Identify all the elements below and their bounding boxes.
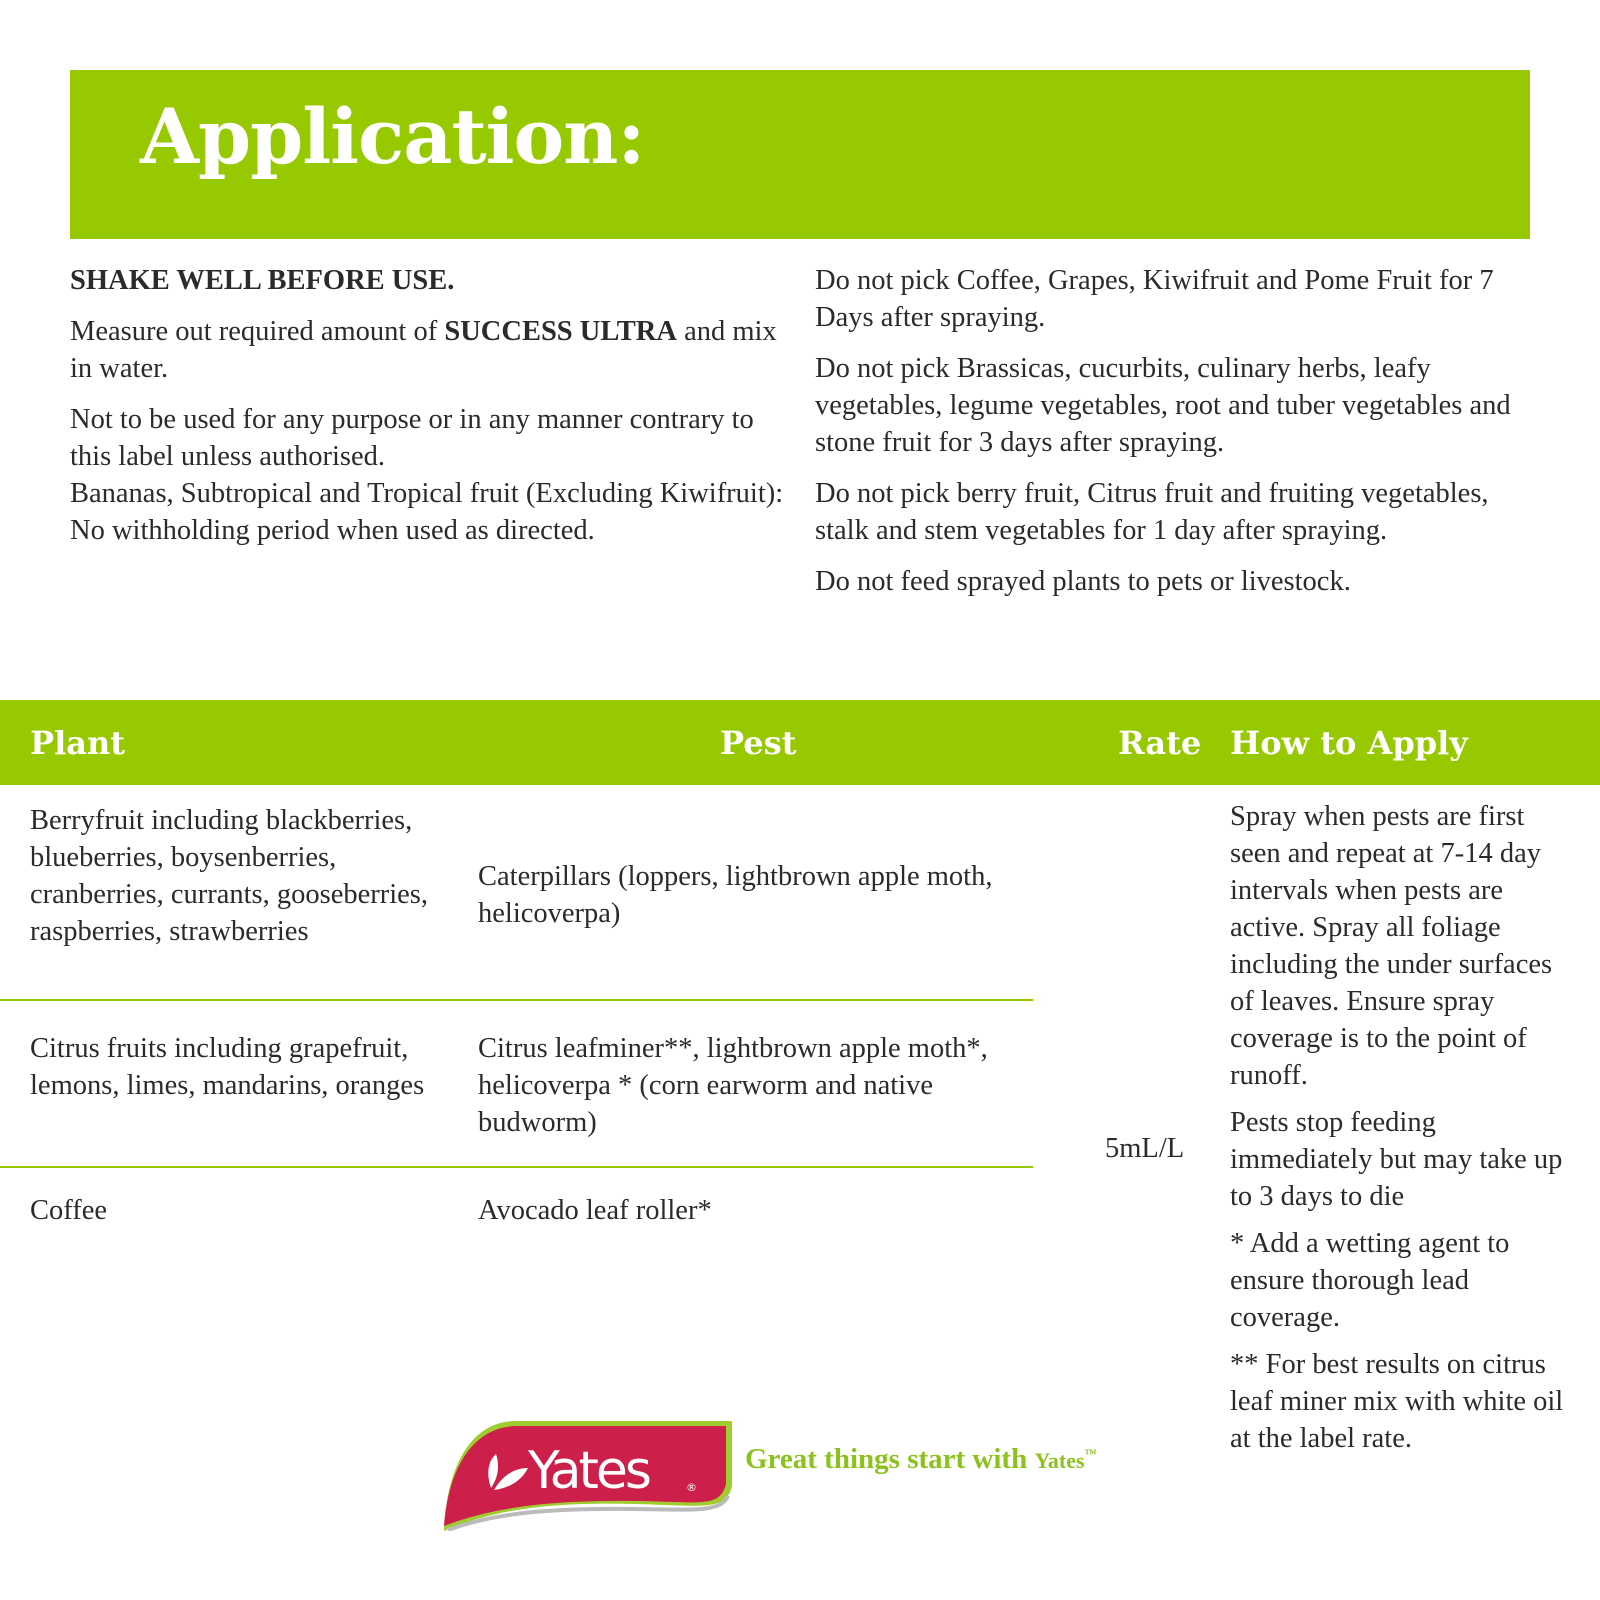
- header-rate: Rate: [1118, 724, 1202, 762]
- how-step: Spray when pests are first seen and repeat at 7-14 day intervals when pests are active. Spray all foliage including the under surfaces of leaves. Ensure spray coverage is to the point of runoff.: [1230, 801, 1553, 1091]
- bananas-note: Bananas, Subtropical and Tropical fruit (Excluding Kiwifruit): No withholding period when used as directed.: [70, 478, 784, 546]
- how-step: Pests stop feeding immediately but may take up to 3 days to die: [1230, 1107, 1563, 1212]
- row-2-plant: Citrus fruits including grapefruit, lemons, limes, mandarins, oranges: [30, 1033, 425, 1101]
- row-1-plant: Berryfruit including blackberries, blueberries, boysenberries, cranberries, currants, gooseberries, raspberries, strawberries: [30, 805, 429, 947]
- withholding-item: Do not feed sprayed plants to pets or livestock.: [815, 566, 1351, 597]
- page-title: Application:: [140, 92, 645, 181]
- tagline: Great things start with Yates™: [745, 1443, 1097, 1475]
- header-pest: Pest: [720, 724, 797, 762]
- table-header: [0, 700, 1600, 785]
- measure-instruction: Measure out required amount of SUCCESS ULTRA and mix in water.: [70, 316, 777, 384]
- yates-logo: [436, 1416, 732, 1531]
- row-3-pest: Avocado leaf roller*: [478, 1195, 712, 1226]
- withholding-item: Do not pick Coffee, Grapes, Kiwifruit and Pome Fruit for 7 Days after spraying.: [815, 265, 1494, 333]
- shake-warning: SHAKE WELL BEFORE USE.: [70, 265, 455, 296]
- withholding-periods: [815, 262, 1535, 614]
- svg-text:®: ®: [686, 1481, 697, 1494]
- withholding-item: Do not pick Brassicas, cucurbits, culinary herbs, leafy vegetables, legume vegetables, root and tuber vegetables and stone fruit for 3 days after spraying.: [815, 353, 1511, 458]
- how-step: ** For best results on citrus leaf miner mix with white oil at the label rate.: [1230, 1349, 1564, 1454]
- row-divider: [0, 1166, 1033, 1168]
- header-plant: Plant: [30, 724, 125, 762]
- rate-value: 5mL/L: [1105, 1133, 1185, 1164]
- svg-text:Yates: Yates: [528, 1441, 649, 1501]
- withholding-item: Do not pick berry fruit, Citrus fruit and fruiting vegetables, stalk and stem vegetables for 1 day after spraying.: [815, 478, 1489, 546]
- row-2-pest: Citrus leafminer**, lightbrown apple moth*, helicoverpa * (corn earworm and native budworm): [478, 1033, 988, 1138]
- left-instructions: [70, 262, 790, 563]
- row-1-pest: Caterpillars (loppers, lightbrown apple moth, helicoverpa): [478, 861, 993, 929]
- product-name: SUCCESS ULTRA: [444, 316, 677, 347]
- header-how-to-apply: How to Apply: [1230, 724, 1468, 762]
- row-divider: [0, 999, 1033, 1001]
- how-step: * Add a wetting agent to ensure thorough lead coverage.: [1230, 1228, 1510, 1333]
- how-to-apply: [1230, 798, 1580, 1467]
- usage-restriction: Not to be used for any purpose or in any manner contrary to this label unless authorised.: [70, 404, 754, 472]
- row-3-plant: Coffee: [30, 1195, 108, 1226]
- header-band: [70, 70, 1530, 239]
